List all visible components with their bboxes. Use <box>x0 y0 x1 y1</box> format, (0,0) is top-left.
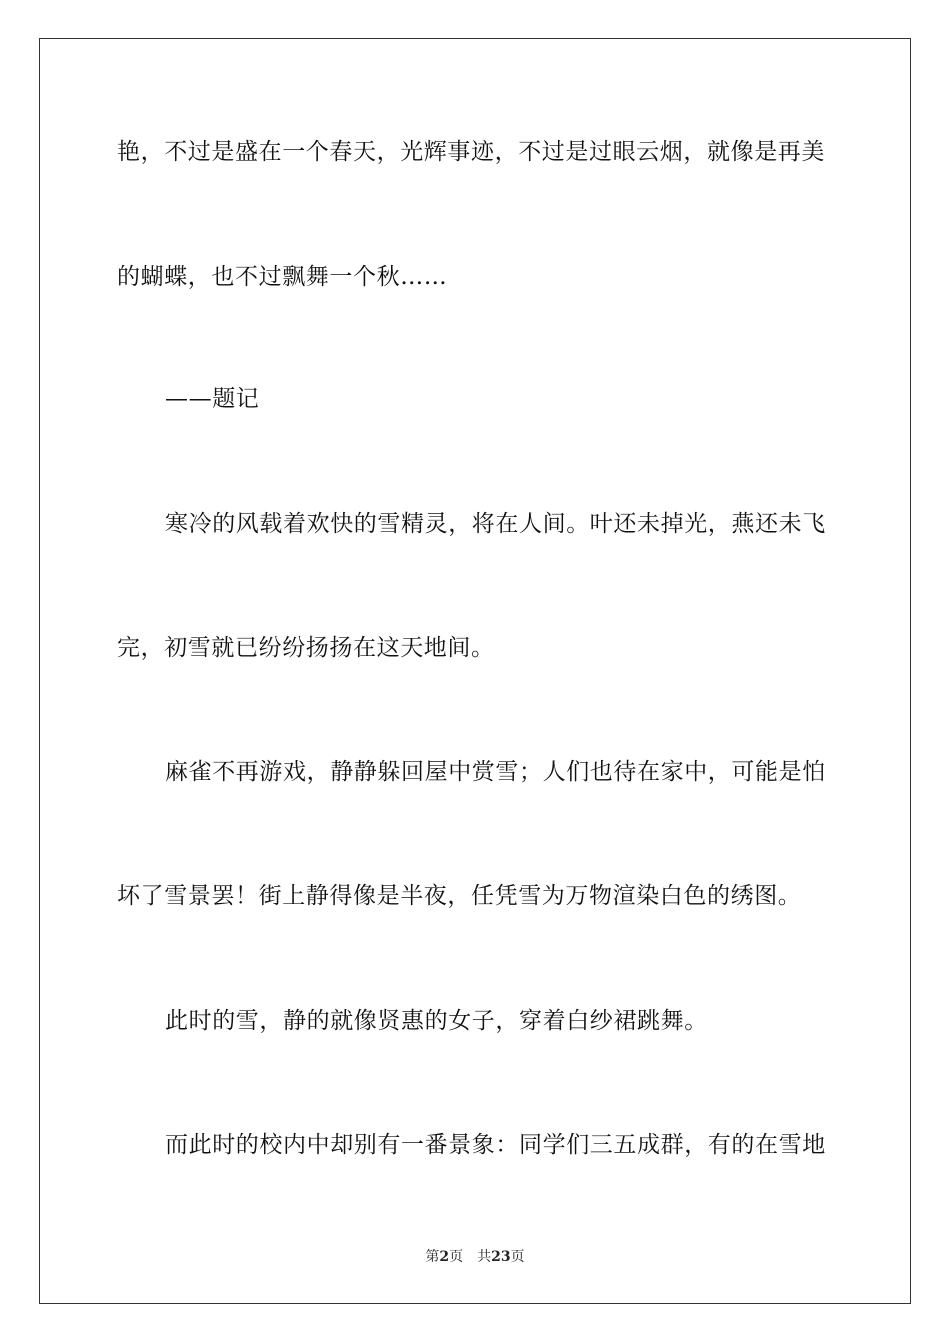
page-border <box>39 38 911 1304</box>
text-line-6: 麻雀不再游戏，静静躲回屋中赏雪；人们也待在家中，可能是怕 <box>165 759 826 785</box>
text-line-5: 完，初雪就已纷纷扬扬在这天地间。 <box>117 635 495 661</box>
text-line-7: 坏了雪景罢！街上静得像是半夜，任凭雪为万物渲染白色的绣图。 <box>117 883 802 909</box>
page-number: 2 <box>439 1249 450 1265</box>
page-suffix: 页 <box>449 1249 464 1265</box>
epigraph-attribution: ——题记 <box>165 386 260 412</box>
text-line-2: 的蝴蝶，也不过飘舞一个秋…… <box>117 264 448 290</box>
text-line-4: 寒冷的风载着欢快的雪精灵，将在人间。叶还未掉光，燕还未飞 <box>165 511 826 537</box>
total-prefix: 共 <box>477 1249 492 1265</box>
total-suffix: 页 <box>510 1249 525 1265</box>
text-line-8: 此时的雪，静的就像贤惠的女子，穿着白纱裙跳舞。 <box>165 1008 708 1034</box>
page-footer <box>0 1247 950 1267</box>
text-line-1: 艳，不过是盛在一个春天，光辉事迹，不过是过眼云烟，就像是再美 <box>117 139 825 165</box>
text-line-9: 而此时的校内中却别有一番景象：同学们三五成群，有的在雪地 <box>165 1132 826 1158</box>
total-pages: 23 <box>491 1249 511 1265</box>
page-prefix: 第 <box>425 1249 440 1265</box>
